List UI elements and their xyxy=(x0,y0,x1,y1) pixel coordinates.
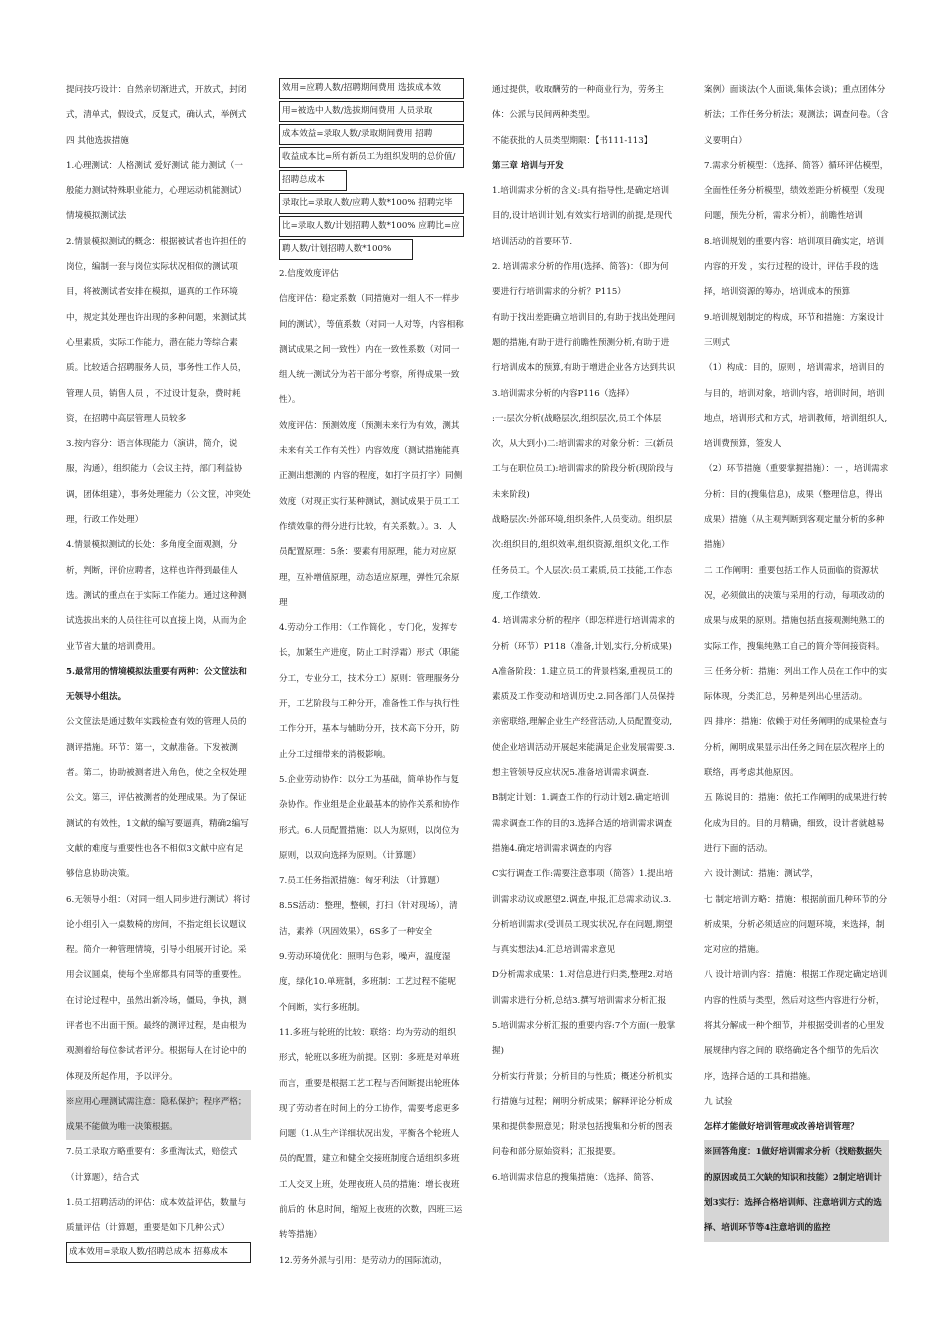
section-heading: 2.信度效度评估 xyxy=(279,269,339,279)
paragraph: A准备阶段：1.建立员工的背景档案,重视员工的素质及工作变动和培训历史.2.同各部门人员保持亲密联络,理解企业生产经营活动,人员配置变动,使企业培训活动开展起来能满足企业发展需要.3.想主管领导反应状况5.准备培训需求调查. xyxy=(492,666,675,779)
paragraph: 2.情景模拟测试的概念：根据被试者也许担任的岗位，编制一套与岗位实际状况相似的测试项目，将被测试者安排在模拟，逼真的工作环境中，规定其处理也许出现的多种问题，来测试其心里素质，实际工作能力，潜在能力等综合素质。比较适合招聘服务人员，事务性工作人员，管理人员，销售人员 ，不过设计复杂，费时耗资，在招聘中高层管理人员较多 xyxy=(66,236,247,424)
paragraph: 1.心理测试：人格测试 爱好测试 能力测试（一般能力测试特殊职业能力，心理运动机能测试） 情境模拟测试法 xyxy=(66,160,247,222)
formula-box: 录取比=录取人数/应聘人数*100% 招聘完毕 xyxy=(279,193,464,214)
question-heading: 怎样才能做好培训管理或改善培训管理？ xyxy=(704,1122,859,1133)
paragraph: 1.培训需求分析的含义:具有指导性,是确定培训目的,设计培训计划,有效实行培训的前提,是现代培训活动的首要环节. xyxy=(492,186,673,247)
paragraph: C实行调查工作:需要注意事项（简答）1.提出培训需求动议或愿望2.调查,申报,汇总需求动议.3.分析培训需求(受训员工现实状况,存在问题,期望与真实想法)4.汇总培训需求意见 xyxy=(492,869,673,956)
paragraph: （2）环节措施（重要掌握措施）：一 ，培训需求分析：目的(搜集信息)，成果（整理信息，得出成果）措施（从主观判断到客观定量分析的多种措施） xyxy=(704,464,889,551)
formula-box: 收益成本比=所有新员工为组织发明的总价值/ xyxy=(279,147,464,168)
paragraph: B制定计划：1.调查工作的行动计划2.确定培训需求调查工作的目的3.选择合适的培训需求调查措施4.确定培训需求调查的内容 xyxy=(492,793,673,854)
paragraph: 八 设计培训内容：措施：根据工作现定确定培训内容的性质与类型，然后对这些内容进行分析，将其分解成一种个细节，并根据受训者的心里发展规律内容之间的 联络确定各个细节的先后次序，选择合适的工具和措施。 xyxy=(704,970,888,1082)
paragraph: 11.多班与轮班的比较：联络：均为劳动的组织形式，轮班以多班为前提。区别：多班是对单班而言，重要是根据工艺工程与否间断提出轮班体现了劳动者在时间上的分工协作，需要考虑更多问题（1.从生产详细状况出发，平衡各个轮班人员的配置，建立和健全交接班制度合适组织多班工人交叉上班，处理夜班人员的措施：增长夜班前后的 休息时间，缩短上夜班的次数，四班三运转等措施） xyxy=(279,1027,463,1241)
paragraph: 四 排序：措施：依赖于对任务阐明的成果检查与分析，阐明成果显示出任务之间在层次程序上的联络，再考虑其他原因。 xyxy=(704,717,888,779)
paragraph: 4.劳动分工作用：（工作简化 ，专门化，发挥专长，加紧生产进度，防止工时浮霜）形式（职能分工，专业分工，技术分工）原则：管理服务分开，工艺阶段与工种分开，准备性工作与执行性工作分开，基本与辅助分开，技术高下分开，防止分工过细带来的消极影响。 xyxy=(279,623,460,760)
answer-paragraph: ※回答角度：1做好培训需求分析（找赔数据失的原因或员工欠缺的知识和技能）2制定培训计划3实行：选择合格培训师、注意培训方式的选择、培训环节等4注意培训的监控 xyxy=(704,1140,889,1241)
paragraph: 2. 培训需求分析的作用(选择、简答)：（即为何要进行行培训需求的分析？P115） xyxy=(492,262,669,298)
paragraph: 5.培训需求分析汇报的重要内容:7个方面(一般掌握) xyxy=(492,1020,676,1057)
paragraph: 1.员工招聘活动的评估：成本效益评估，数量与质量评估（计算题，重要是如下几种公式） xyxy=(66,1198,247,1234)
paragraph: 7.员工任务指派措施：匈牙利法 （计算题） xyxy=(279,876,445,887)
formula-box: 用=被选中人数/选拔期间费用 人员录取 xyxy=(279,101,464,122)
paragraph: 9.劳动环境优化：照明与色彩，噪声，温度湿度，绿化10.单班制，多班制：工艺过程不能呢个间断，实行多班制。 xyxy=(279,952,456,1013)
paragraph: （1）构成：目的，原则 ，培训需求，培训目的与目的，培训对象，培训内容，培训时间，培训地点，培训形式和方式，培训教师，培训组织人,培训费预算，签发人 xyxy=(704,363,888,450)
note-paragraph: ※应用心理测试需注意：隐私保护；程序严格；成果不能做为唯一决策根据。 xyxy=(66,1090,251,1141)
section-heading: 九 试验 xyxy=(704,1096,733,1107)
paragraph: 不能获批的人员类型期限：【书111-113】 xyxy=(492,135,653,146)
paragraph: 6.培训需求信息的搜集措施：（选择、简答、 xyxy=(492,1172,660,1183)
paragraph: 3.培训需求分析的内容P116（选择） xyxy=(492,388,635,399)
paragraph: 二 工作阐明：重要包括工作人员面临的资源状况，必须做出的决策与采用的行动，每项改动的成果与成果的原则。措施包括直接观测纯熟工的实际工作，搜集纯熟工自己的简介等间接资料。 xyxy=(704,565,885,652)
paragraph: 通过提供，收取酬劳的一种商业行为，劳务主体：公派与民间两种类型。 xyxy=(492,85,664,121)
paragraph: 六 设计测试：措施：测试学， xyxy=(704,869,819,880)
formula-box: 效用=应聘人数/招聘期间费用 选拔成本效 xyxy=(279,78,464,99)
paragraph: 9.培训规划制定的构成，环节和措施：方案设计三则式 xyxy=(704,312,885,348)
paragraph: 战略层次:外部环境,组织条件,人员变动。组织层次:组织目的,组织效率,组织资源,组织文化,工作任务员工。个人层次:员工素质,员工技能,工作态度,工作绩效. xyxy=(492,515,673,601)
paragraph: 五 陈说目的：措施：依托工作阐明的成果进行转化成为目的。目的月精确，细致，设计者就越易进行下面的活动。 xyxy=(704,793,888,854)
paragraph: 提问技巧设计：自然亲切渐进式，开放式，封闭式，清单式，假设式，反复式，确认式，举例式 xyxy=(66,85,247,121)
column-4 xyxy=(704,78,889,1242)
paragraph: D分析需求成果：1.对信息进行归类,整理2.对培训需求进行分析,总结3.撰写培训需求分析汇报 xyxy=(492,970,673,1006)
paragraph: 8.5S活动：整理，整顿，打扫（针对现场），清洁，素养（巩固效果），6S多了一种安全 xyxy=(279,901,458,937)
paragraph: 6.无领导小组：（对同一组人同步进行测试）将讨论小组引入一桌数椅的房间，不指定组长议题议程。简介一种管理情境，引导小组展开讨论。采用会议圆桌，使每个坐席都具有同等的重要性。在讨论过程中，虽然出新冷场，僵局，争执，测评者也不出面干预。最终的测评过程，是由根为观测着给每位参试者评分。根据每人在讨论中的体现及所起作用，予以评分。 xyxy=(66,894,251,1082)
chapter-heading: 第三章 培训与开发 xyxy=(492,160,564,171)
formula-box: 聘人数/计划招聘人数*100% xyxy=(279,239,413,260)
paragraph: 有助于找出差距确立培训目的,有助于找出处理问题的措施,有助于进行前瞻性预测分析,有助于进行培训成本的预算,有助于增进企业各方达到共识 xyxy=(492,312,676,374)
paragraph: 4.情景模拟测试的长处：多角度全面观测，分析，判断，评价应聘者，这样也许得到最佳人选。测试的重点在于实际工作能力。通过这种测试选拔出来的人员往往可以直接上岗，从而为企业节省大量的培训费用。 xyxy=(66,540,247,652)
paragraph: 12.劳务外派与引用：是劳动力的国际流动， xyxy=(279,1255,448,1266)
paragraph: 7.员工录取方略重要有：多重淘汰式，赔偿式（计算题），结合式 xyxy=(66,1147,238,1183)
paragraph: 三 任务分析：措施：列出工作人员在工作中的实际体现，分类汇总，另种是列出心里活动。 xyxy=(704,666,888,703)
paragraph: 七 制定培训方略：措施：根据前面几种环节的分析成果，分析必须适应的问题环境，来选择，制定对应的措施。 xyxy=(704,894,888,956)
column-1 xyxy=(66,78,251,1265)
paragraph: 分析实行背景；分析目的与性质；概述分析机实行措施与过程；阐明分析成果；解释评论分析成果和提供参照意见；附录包括搜集和分析的图表问卷和部分原始资料；汇报提要。 xyxy=(492,1071,673,1158)
column-3 xyxy=(492,78,677,1191)
section-heading: 四 其他选拔措施 xyxy=(66,135,129,146)
paragraph: :一:层次分析(战略层次,组织层次,员工个体层次，从大到小)二:培训需求的对象分析：三(新员工与在职位员工):培训需求的阶段分析(现阶段与未来阶段) xyxy=(492,413,674,500)
paragraph: 公文筐法是通过数年实践检查有效的管理人员的测评措施。环节：第一，文献准备。下发被测者。第二，协助被测者进入角色，使之全权处理公文。第三，评估被测者的处理成果。为了保证测试的有效性，1文献的编写要逼真，精确2编写文献的难度与重要性也各不相似3文献中应有足够信息协助决策。 xyxy=(66,717,249,880)
paragraph: 信度评估：稳定系数（同措施对一组人不一样步间的测试），等值系数（对同一人对等，内容相称测试成果之间一致性）内在一致性系数（对同一组人统一测试分为若干部分考察，所得成果一致性）。 xyxy=(279,294,464,406)
formula-box: 比=录取人数/计划招聘人数*100% 应聘比=应 xyxy=(279,216,464,237)
paragraph: 5.最常用的情境模拟法重要有两种：公文筐法和无领导小组法。 xyxy=(66,666,247,703)
paragraph: 8.培训规划的重要内容：培训项目确实定，培训内容的开发 ，实行过程的设计，评估手段的选择，培训资源的筹办，培训成本的预算 xyxy=(704,236,885,298)
formula-box: 成本效益=录取人数/录取期间费用 招聘 xyxy=(279,124,464,145)
paragraph: 4. 培训需求分析的程序（即怎样进行培训需求的分析（环节）P118（准备,计划,实行,分析成果) xyxy=(492,616,675,652)
paragraph: 7.需求分析模型：（选择、简答）循环评估模型，全面性任务分析模型，绩效差距分析模型（发现问题，预先分析，需求分析），前瞻性培训 xyxy=(704,160,889,222)
formula-box: 成本效用=录取人数/招聘总成本 招募成本 xyxy=(66,1242,251,1263)
column-2 xyxy=(279,78,464,1274)
formula-box: 招聘总成本 xyxy=(279,170,347,191)
paragraph: 效度评估：预测效度（预测未来行为有效，测其未来有关工作有关性）内容效度（测试措施能真正测出想测的 内容的程度，如打字员打字）同侧效度（对现正实行某种测试，测试成果于员工工作绩效靠的得分进行比较，有关系数。）。3．人员配置原理：5条：要素有用原理，能力对应原理，互补增值原理，动态适应原理，弹性冗余原理 xyxy=(279,420,463,608)
paragraph: 3.按内容分：语言体现能力（演讲，简介，说服，沟通），组织能力（会议主持，部门利益协调，团体组建），事务处理能力（公文筐，冲突处理，行政工作处理） xyxy=(66,439,251,526)
paragraph: 案例）面谈法(个人面谈,集体会谈)；重点团体分析法；工作任务分析法；观测法；调查问卷。（含义要明白） xyxy=(704,85,889,146)
paragraph: 5.企业劳动协作：以分工为基础，简单协作与复杂协作。作业组是企业最基本的协作关系和协作形式。6.人员配置措施：以人为原则，以岗位为原则，以双向选择为原则。（计算题） xyxy=(279,774,460,861)
